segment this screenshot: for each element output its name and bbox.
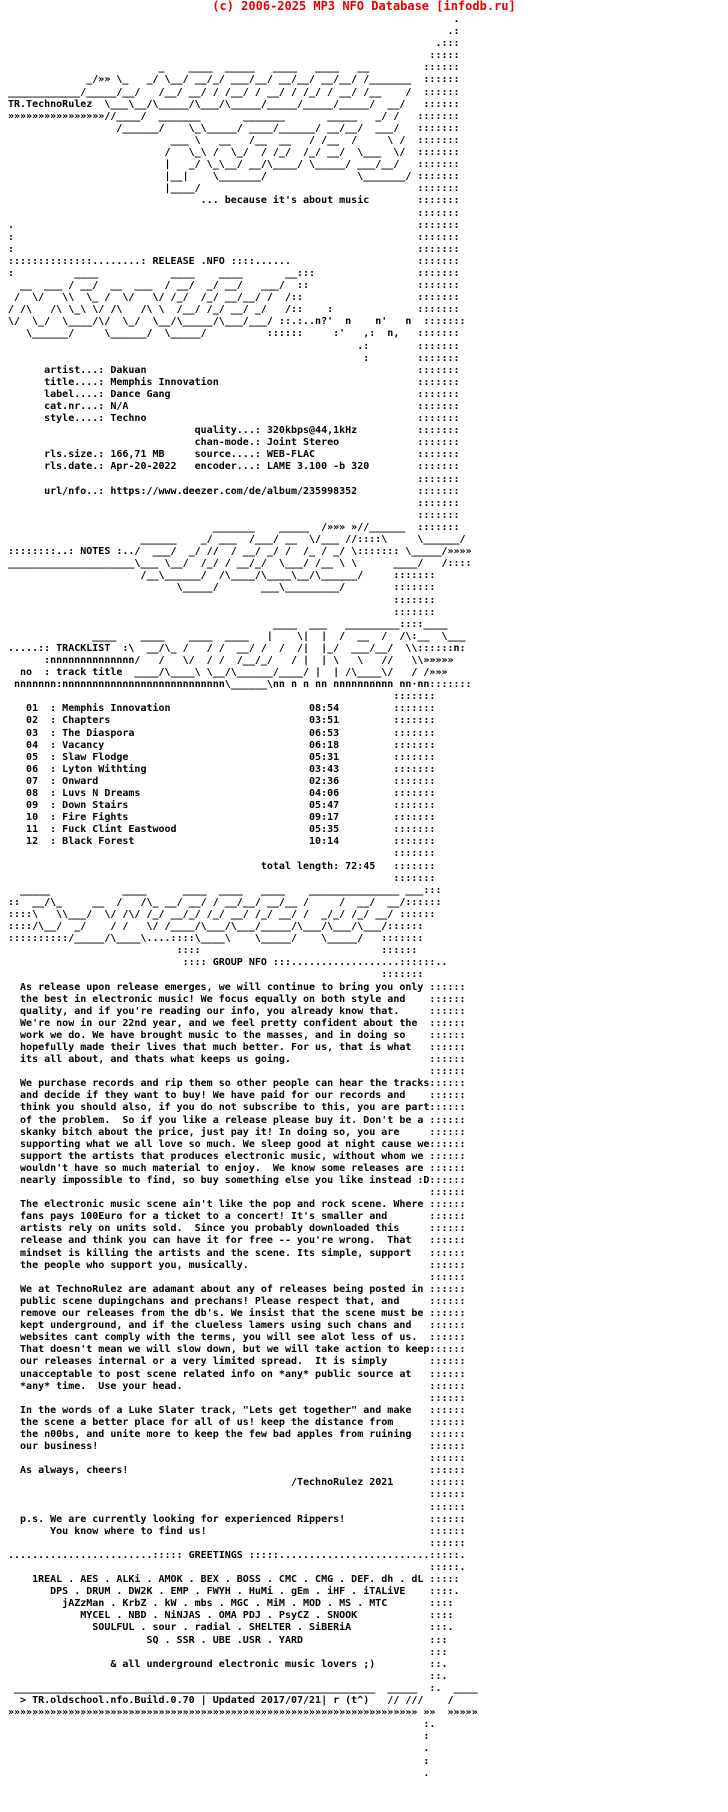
site-credit[interactable]: (c) 2006-2025 MP3 NFO Database [infodb.ru]: [212, 0, 516, 13]
nfo-text-block: . .: .::: ::::: _ ____ _____ ____ ____ __ :::::: _/»» \_ _/ \__/ __/_/ ___/__/ __/__/ __/__/ /_______ :::::: ____________/_____/__/ /__/ __/ / /__/ / __/ / /_/ / __/ /__ / :::::: TR.TechnoRulez \___\__/\_____/\___/\_____/_____/_____/_____/ __/ :::::: »»»»»»»»»»»»»»»»//____/ _______ _______ _____ _/ / ::::::: /______/ \_\_____/ ____/______/ __/__/ ___/ ::::::: ___ \ __ /__ __ / /__ / \ / ::::::: / \_\ / \_/ / /_/ /_/ __/ \___ \/ ::::::: | _/ \_\__/ __/\____/ \_____/ ___/__/ ::::::: |__| \_______/ \_______/ ::::::: |____/ ::::::: ... because it's about music ::::::: ::::::: . ::::::: : ::::::: : ::::::: ::::::::::::::........: RELEASE .NFO ::::...... ::::::: : ____ ____ ____ __::: ::::::: __ ___ / __/ __ ___ / __/ _/ __/ ___/ :: ::::::: / \/ \\ \_ / \/ \/ /_/ /_/ __/__/ / /:: ::::::: / /\ /\ \_\ \/ /\ /\ \ /__/ /_/ __/ _/ /:: : ::::::: \/ \_/ \____/\/ \_/ \__/\_____/\___/___/ ::.:..n?' n n' n ::::::: \______/ \______/ \_____/ :::::: :' ,: n, ::::::: .: ::::::: : ::::::: artist...: Dakuan ::::::: title....: Memphis Innovation ::::::: label....: Dance Gang ::::::: cat.nr...: N/A ::::::: style....: Techno ::::::: quality...: 320kbps@44,1kHz ::::::: chan-mode.: Joint Stereo ::::::: rls.size.: 166,71 MB source....: WEB-FLAC ::::::: rls.date.: Apr-20-2022 encoder...: LAME 3.100 -b 320 ::::::: ::::::: url/nfo..: https://www.deezer.com/de/album/235998352 ::::::: ::::::: ::::::: _______ _____ /»»» »//______ ::::::: ______ _/ ___ /___/ __ \/___ //::::\ \______/ ::::::::..: NOTES :../ ___/ _/ // / __/ _/ / /_ / _/ \::::::: \_____/»»»» _____________________\___ \__/ /_/ / __/_/ \___/ /__ \ \ ____/ /:::: /__\______/ /\____/\____\__/\______/ ::::::: \_____/ ___\_________/ ::::::: ::::::: ::::::: ____ ___ _________::::____ ____ ____ ____ ____ | \| | / __ / /\:__ \___ .....:: TRACKLIST :\ __/\_ / / / __/ / / /| |_/ ___/__/ \\::::::n: :nnnnnnnnnnnnnn/ / \/ / / /__/_/ / | | \ \ // \\»»»»» no : track title ____/\____\ \__/\______/____/ | | /\____\/ / /»»» nnnnnnn:nnnnnnnnnnnnnnnnnnnnnnnnnnn\______\nn n n nn nnnnnnnnnn nn·nn::::::: ::::::: 01 : Memphis Innovation 08:54 ::::::: 02 : Chapters 03:51 ::::::: 03 : The Diaspora 06:53 ::::::: 04 : Vacancy 06:18 ::::::: 05 : Slaw Flodge 05:31 ::::::: 06 : Lyton Withting 03:43 ::::::: 07 : Onward 02:36 ::::::: 08 : Luvs N Dreams 04:06 ::::::: 09 : Down Stairs 05:47 ::::::: 10 : Fire Fights 09:17 ::::::: 11 : Fuck Clint Eastwood 05:35 ::::::: 12 : Black Forest 10:14 ::::::: ::::::: total length: 72:45 ::::::: ::::::: _____ ____ ____ ____ ____ _______________ ___::: :: __/\_ __ / /\_ __/ __/ / __/__/ __/__ / / __/ __/:::::: ::::\ \\___/ \/ /\/ /_/ __/_/ /_/ __/ /_/ __/ / _/_/ /_/ __/ :::::: ::::/\__/ _/ / / \/ /____/\___/\___/_____/\___/\___/\___/:::::: ::::::::::/_____/\____\....::::\____\ \_____/ \_____/ ::::::: :::: :::::: :::: GROUP NFO :::..................::::::.. ::::::: As release upon release emerges, we will continue to bring you only :::::: the best in electronic music! We focus equally on both style and :::::: quality, and if you're reading our info, you already know that. :::::: We're now in our 22nd year, and we feel pretty confident about the :::::: work we do. We have brought music to the masses, and in doing so :::::: hopefully made their lives that much better. For us, that is what :::::: its all about, and thats what keeps us going. :::::: :::::: We purchase records and rip them so other people can hear the tracks:::::: and decide if they want to buy! We have paid for our records and :::::: think you should also, if you do not subscribe to this, you are part:::::: of the problem. So if you like a release please buy it. Don't be a :::::: skanky bitch about the price, just pay it! In doing so, you are :::::: supporting what we all love so much. We sleep good at night cause we:::::: support the artists that produces electronic music, without whom we :::::: wouldn't have so much material to enjoy. We know some releases are :::::: nearly impossible to find, so buy something else you like instead :D:::::: :::::: The electronic music scene ain't like the pop and rock scene. Where :::::: fans pays 100Euro for a ticket to a concert! It's smaller and :::::: artists rely on units sold. Since you probably downloaded this :::::: release and think you can have it for free -- you're wrong. That :::::: mindset is killing the artists and the scene. Its simple, support :::::: the people who support you, musically. :::::: :::::: We at TechnoRulez are adamant about any of releases being posted in :::::: public scene dupingchans and prechans! Please respect that, and :::::: remove our releases from the db's. We insist that the scene must be :::::: kept underground, and if the clueless lamers using such chans and :::::: websites cant comply with the terms, you will see alot less of us. :::::: That doesn't mean we will slow down, but we will take action to keep:::::: our releases internal or a very limited spread. It is simply :::::: unacceptable to post scene related info on *any* public source at :::::: *any* time. Use your head. :::::: :::::: In the words of a Luke Slater track, "Lets get together" and make :::::: the scene a better place for all of us! keep the distance from :::::: the n00bs, and unite more to keep the few bad apples from ruining :::::: our business! :::::: :::::: As always, cheers! :::::: /TechnoRulez 2021 :::::: :::::: :::::: p.s. We are currently looking for experienced Rippers! :::::: You know where to find us! :::::: :::::: ........................::::: GREETINGS :::::.........................:::::. :::::. 1REAL . AES . ALKi . AMOK . BEX . BOSS . CMC . CMG . DEF. dh . dL ::::: DPS . DRUM . DW2K . EMP . FWYH . HuMi . gEm . iHF . iTALiVE ::::. jAZzMan . KrbZ . kW . mbs . MGC . MiM . MOD . MS . MTC :::: MYCEL . NBD . NiNJAS . OMA PDJ . PsyCZ . SNOOK :::: SOULFUL . sour . radial . SHELTER . SiBERiA :::. SQ . SSR . UBE .USR . YARD ::: ::: & all underground electronic music lovers ;) ::. ::. ____________________________________________________________ _____ :. ____ > TR.oldschool.nfo.Build.0.70 | Updated 2017/07/21| r (t^) // /// / »»»»»»»»»»»»»»»»»»»»»»»»»»»»»»»»»»»»»»»»»»»»»»»»»»»»»»»»»»»»»»»»»»»» »» »»»»» :. : . : .: [8, 14, 478, 1779]
